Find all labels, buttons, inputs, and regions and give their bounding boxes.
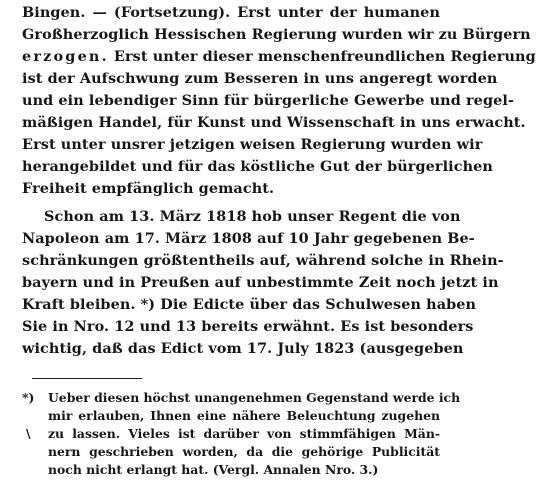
body-line-2: Großherzoglich Hessischen Regierung wurden wir zu Bürgern bbox=[22, 26, 531, 43]
body-line-6: mäßigen Handel, für Kunst und Wissenschaft in uns erwacht. bbox=[22, 114, 526, 131]
body-line-15: Sie in Nro. 12 und 13 bereits erwähnt. Es ist besonders bbox=[22, 318, 474, 335]
footnote-line-5: noch nicht erlangt hat. (Vergl. Annalen Nro. 3.) bbox=[48, 462, 379, 477]
body-line-8: herangebildet und für das köstliche Gut der bürgerlichen bbox=[22, 158, 493, 175]
body-line-7: Erst unter unsrer jetzigen weisen Regierung wurden wir bbox=[22, 136, 483, 153]
body-line-16: wichtig, daß das Edict vom 17. July 1823 (ausgegeben bbox=[22, 340, 464, 357]
footnote-line-3: zu lassen. Vieles ist darüber von stimmfähigen Män- bbox=[48, 426, 440, 441]
body-line-5: und ein lebendiger Sinn für bürgerliche Gewerbe und regel- bbox=[22, 92, 514, 109]
body-line-1: Bingen. — (Fortsetzung). Erst unter der humanen bbox=[22, 4, 441, 21]
body-line-10: Schon am 13. März 1818 hob unser Regent die von bbox=[44, 208, 461, 225]
body-line-11: Napoleon am 17. März 1808 auf 10 Jahr gegebenen Be- bbox=[22, 230, 475, 247]
footnote-line-4: nern geschrieben worden, da die gehörige Publicität bbox=[48, 444, 440, 459]
body-line-13: bayern und in Preußen auf unbestimmte Zeit noch jetzt in bbox=[22, 274, 499, 291]
body-line-12: schränkungen größtentheils auf, während solche in Rhein- bbox=[22, 252, 504, 269]
body-line-3: erzogen. Erst unter dieser menschenfreundlichen Regierung bbox=[22, 48, 536, 65]
spaced-word: erzogen. bbox=[22, 48, 109, 65]
body-line-9: Freiheit empfänglich gemacht. bbox=[22, 180, 275, 197]
footnote-rule bbox=[32, 378, 142, 379]
footnote-mark: *) bbox=[22, 390, 35, 405]
body-line-4: ist der Aufschwung zum Besseren in uns angeregt worden bbox=[22, 70, 498, 87]
footnote-line-1: Ueber diesen höchst unangenehmen Gegenstand werde ich bbox=[48, 390, 461, 405]
place-heading: Bingen. — bbox=[22, 4, 114, 21]
footnote-line-2: mir erlauben, Ihnen eine nähere Beleuchtung zugehen bbox=[48, 408, 440, 423]
body-line-14: Kraft bleiben. *) Die Edicte über das Schulwesen haben bbox=[22, 296, 477, 313]
footnote-ink-mark: \ bbox=[26, 426, 31, 441]
